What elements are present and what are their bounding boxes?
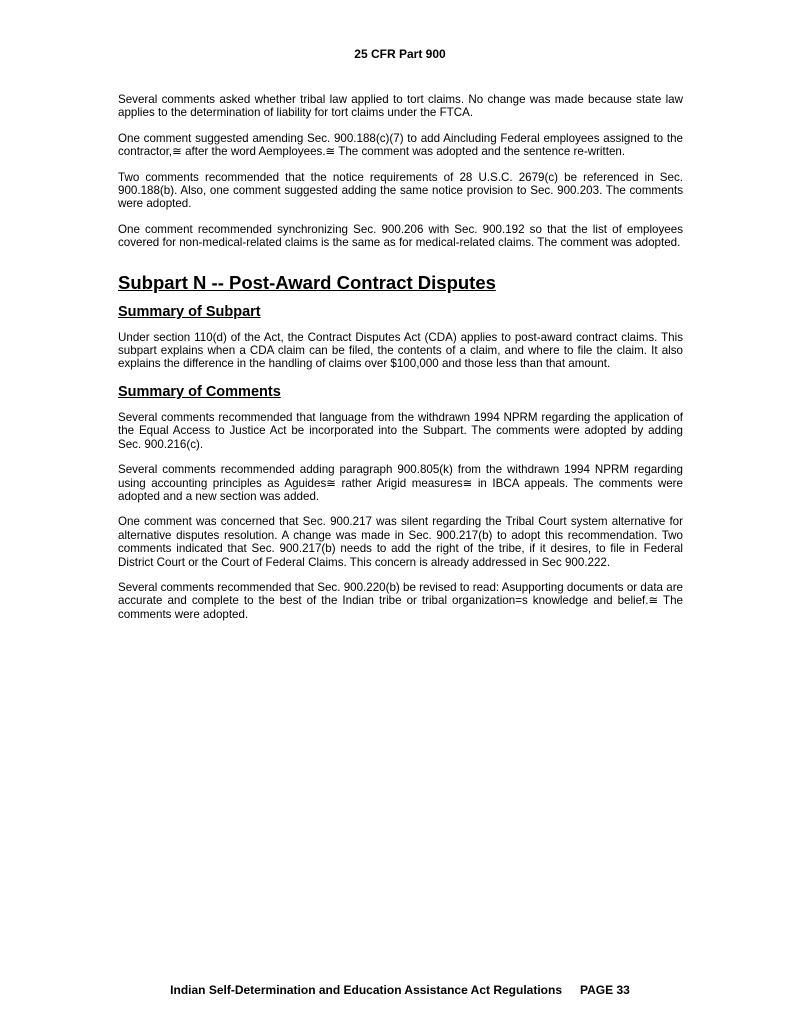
footer-title: Indian Self-Determination and Education Assistance Act Regulations <box>170 983 563 997</box>
intro-paragraph: Several comments asked whether tribal law applied to tort claims. No change was made because state law applies to the determination of liability for tort claims under the FTCA. <box>118 93 683 120</box>
page-header: 25 CFR Part 900 <box>354 47 446 61</box>
comment-paragraph: One comment was concerned that Sec. 900.217 was silent regarding the Tribal Court system alternative for alternative disputes resolution. A change was made in Sec. 900.217(b) to adopt this recommendation. Two comments indicated that Sec. 900.217(b) needs to add the right of the tribe, if it desires, to file in Federal District Court or the Court of Federal Claims. This concern is already addressed in Sec 900.222. <box>118 515 683 569</box>
subpart-title: Subpart N -- Post-Award Contract Disputes <box>118 271 496 293</box>
intro-paragraph: One comment suggested amending Sec. 900.188(c)(7) to add Aincluding Federal employees assigned to the contractor,≅ after the word Aemployees.≅ The comment was adopted and the sentence re-written. <box>118 131 683 159</box>
summary-of-subpart-text: Under section 110(d) of the Act, the Contract Disputes Act (CDA) applies to post-award contract claims. This subpart explains when a CDA claim can be filed, the contents of a claim, and where to file the claim. It also explains the difference in the handling of claims over $100,000 and those less than that amount. <box>118 330 683 371</box>
summary-of-subpart-heading: Summary of Subpart <box>118 303 261 320</box>
page-content <box>118 93 683 633</box>
page-number: PAGE 33 <box>580 983 630 997</box>
summary-of-comments-heading: Summary of Comments <box>118 383 281 400</box>
intro-paragraph: Two comments recommended that the notice requirements of 28 U.S.C. 2679(c) be referenced in Sec. 900.188(b). Also, one comment suggested adding the same notice provision to Sec. 900.203. The comments were adopted. <box>118 170 683 211</box>
comment-paragraph: Several comments recommended that language from the withdrawn 1994 NPRM regarding the application of the Equal Access to Justice Act be incorporated into the Subpart. The comments were adopted by adding Sec. 900.216(c). <box>118 410 683 451</box>
page-footer <box>0 983 800 997</box>
comment-paragraph: Several comments recommended that Sec. 900.220(b) be revised to read: Asupporting documents or data are accurate and complete to the best of the Indian tribe or tribal organization=s knowledge and belief.≅ The comments were adopted. <box>118 580 683 621</box>
intro-paragraph: One comment recommended synchronizing Sec. 900.206 with Sec. 900.192 so that the list of employees covered for non-medical-related claims is the same as for medical-related claims. The comment was adopted. <box>118 222 683 250</box>
comment-paragraph: Several comments recommended adding paragraph 900.805(k) from the withdrawn 1994 NPRM regarding using accounting principles as Aguides≅ rather Arigid measures≅ in IBCA appeals. The comments were adopted and a new section was added. <box>118 463 683 503</box>
